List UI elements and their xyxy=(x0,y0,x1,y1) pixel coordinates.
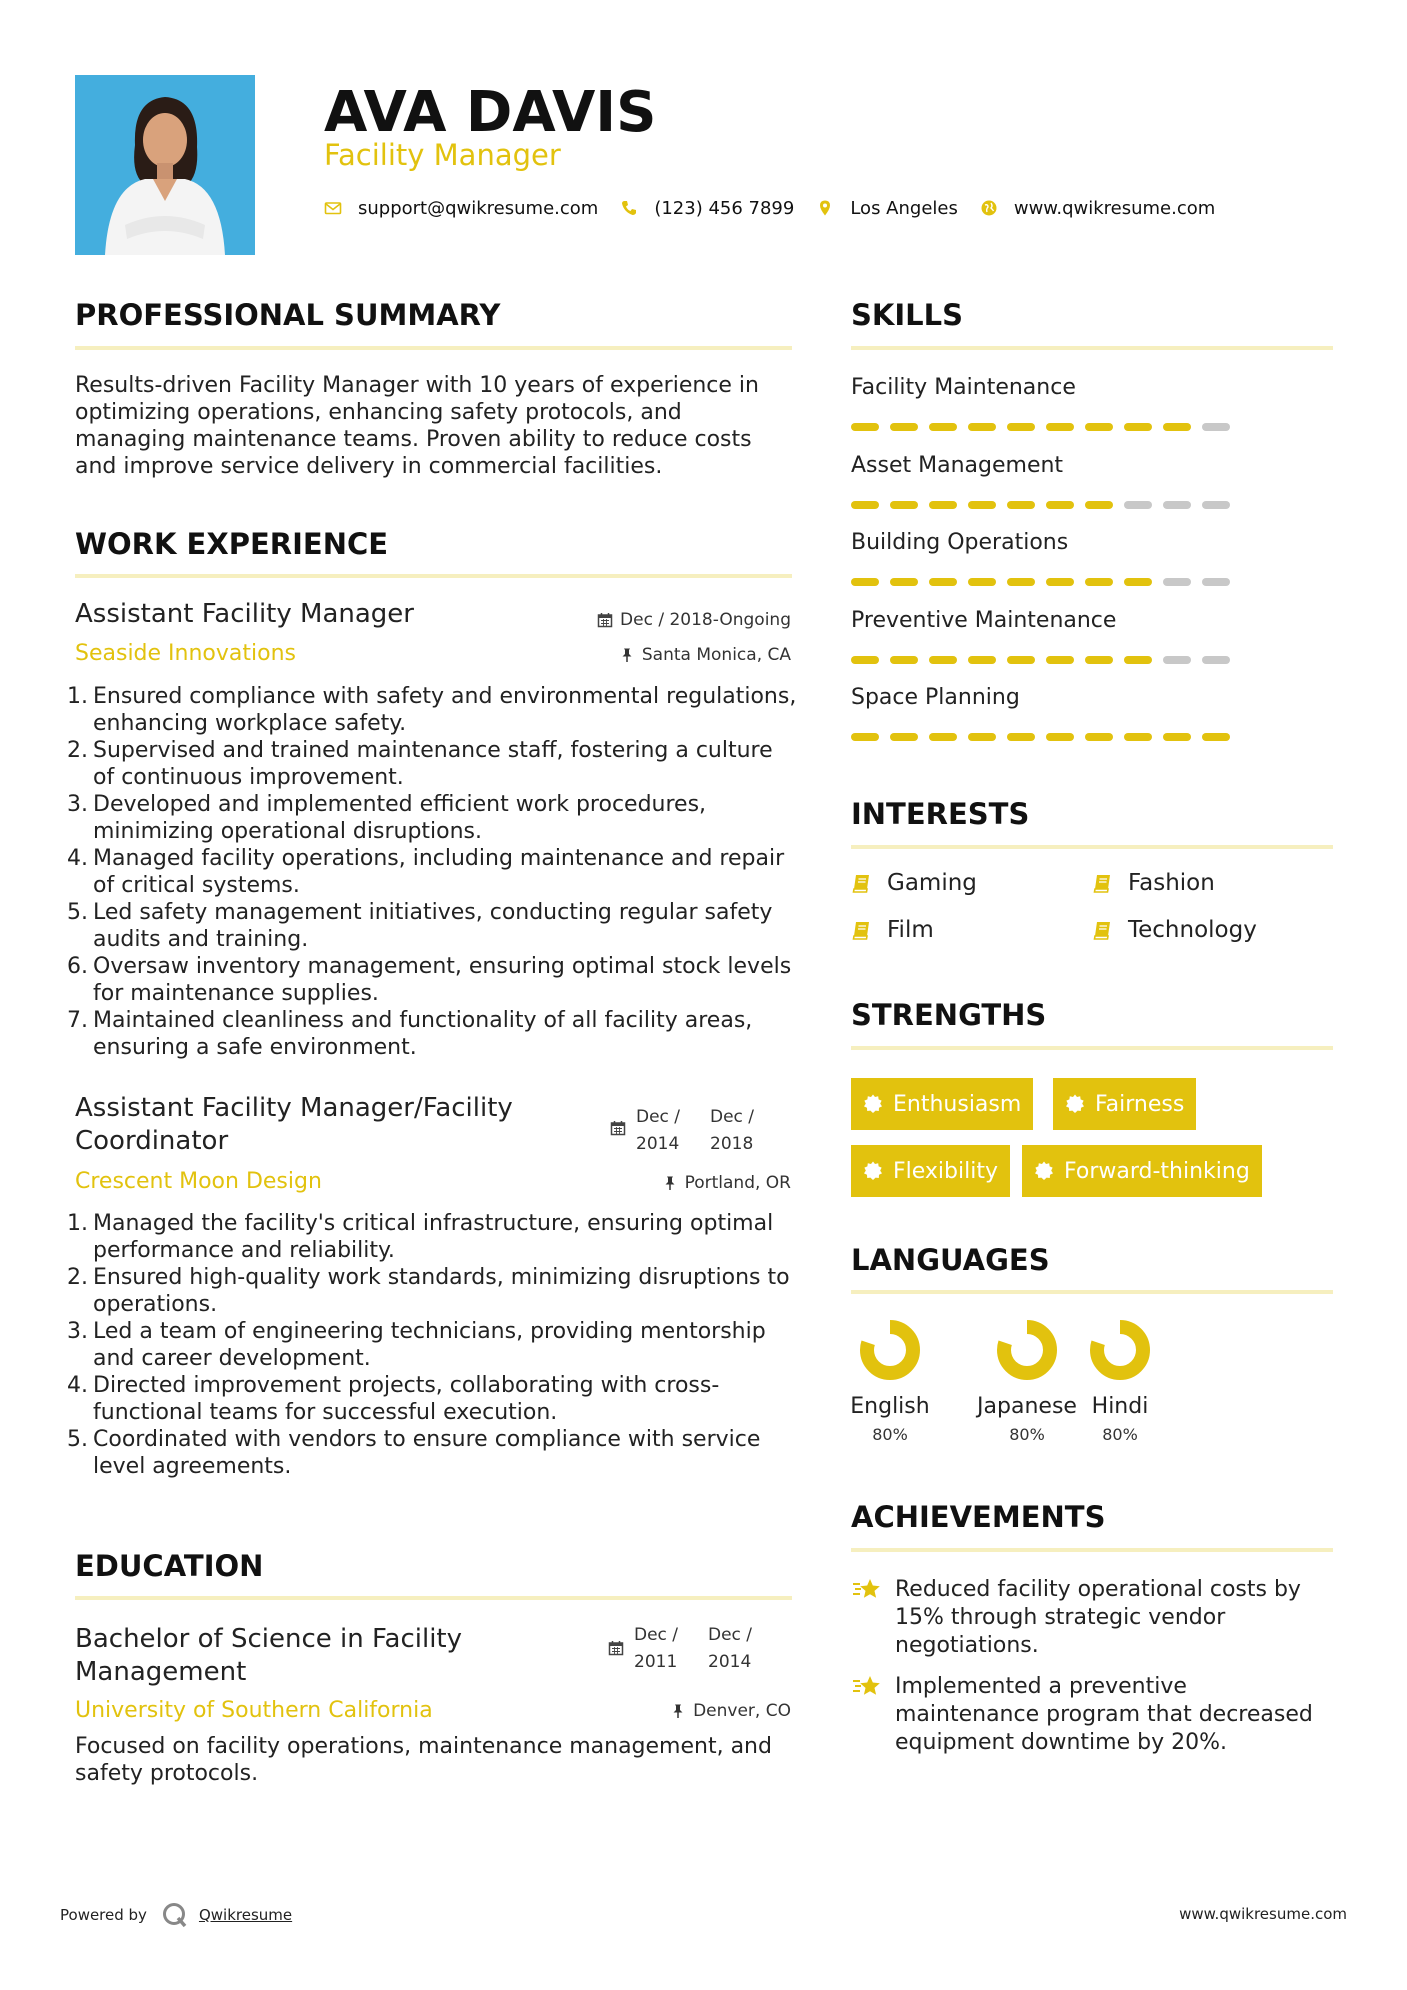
skill-level-dash-filled xyxy=(968,733,996,741)
skill-level-dash-filled xyxy=(1124,656,1152,664)
book-icon xyxy=(1092,919,1114,941)
achievement-item: Reduced facility operational costs by 15% through strategic vendor negotiations. xyxy=(851,1576,1333,1660)
skill-level-dash-empty xyxy=(1163,501,1191,509)
languages-heading: LANGUAGES xyxy=(851,1243,1050,1277)
skill-level-dash-filled xyxy=(1202,733,1230,741)
job-location xyxy=(619,645,791,665)
skill-level-dash-filled xyxy=(1085,656,1113,664)
end-month: Dec / xyxy=(708,1625,753,1645)
language-level-ring xyxy=(995,1318,1059,1382)
skill-level-dash-filled xyxy=(890,578,918,586)
pushpin-icon xyxy=(662,1175,678,1191)
skill-level-dash-filled xyxy=(851,423,879,431)
language-level-ring xyxy=(858,1318,922,1382)
job-location xyxy=(662,1173,791,1193)
education-description: Focused on facility operations, maintenance management, and safety protocols. xyxy=(75,1734,772,1786)
contact-website-text: www.qwikresume.com xyxy=(1013,197,1216,219)
skill-level-dash-filled xyxy=(1124,578,1152,586)
skill-level-meter xyxy=(851,501,1331,509)
badge-icon xyxy=(863,1161,883,1181)
skill-level-dash-filled xyxy=(1085,578,1113,586)
contact-location xyxy=(816,198,958,219)
skill-level-dash-empty xyxy=(1163,656,1191,664)
language-percent: 80% xyxy=(872,1425,908,1444)
start-month: Dec / xyxy=(634,1625,679,1645)
job-dates xyxy=(597,610,791,630)
list-item: 1. Ensured compliance with safety and environmental regulations, enhancing workplace safety. xyxy=(67,684,797,736)
skill-level-dash-empty xyxy=(1202,578,1230,586)
skill-level-meter xyxy=(851,656,1331,664)
skill-level-meter xyxy=(851,733,1331,741)
skill-level-dash-filled xyxy=(1007,423,1035,431)
skill-level-dash-filled xyxy=(851,656,879,664)
education-divider xyxy=(75,1596,792,1600)
skill-level-dash-filled xyxy=(1046,733,1074,741)
skill-name: Preventive Maintenance xyxy=(851,607,1117,633)
job-dates-text: Dec / 2018-Ongoing xyxy=(620,610,791,630)
education-heading: EDUCATION xyxy=(75,1549,264,1583)
map-pin-icon xyxy=(816,199,834,217)
candidate-name: AVA DAVIS xyxy=(324,80,657,145)
strength-chip: Enthusiasm xyxy=(851,1078,1033,1130)
list-item: 6. Oversaw inventory management, ensuring optimal stock levels for maintenance supplies. xyxy=(67,954,792,1006)
language-level-arc xyxy=(1004,1327,1050,1373)
start-date xyxy=(636,1104,696,1158)
language-level-arc xyxy=(1097,1327,1143,1373)
job-location-text: Portland, OR xyxy=(684,1173,791,1193)
globe-icon xyxy=(980,199,998,217)
skill-level-dash-filled xyxy=(890,733,918,741)
strength-chip: Forward-thinking xyxy=(1022,1145,1262,1197)
job-title: Assistant Facility Manager/Facility Coordinator xyxy=(75,1093,513,1156)
skill-level-dash-filled xyxy=(890,423,918,431)
skill-level-dash-filled xyxy=(929,501,957,509)
book-icon xyxy=(851,919,873,941)
list-item: 3. Led a team of engineering technicians, providing mentorship and career development. xyxy=(67,1319,766,1371)
language-level-ring xyxy=(1088,1318,1152,1382)
profile-photo-illustration xyxy=(75,75,255,255)
star-icon xyxy=(851,1576,883,1604)
list-item: 3. Developed and implemented efficient work procedures, minimizing operational disruptions. xyxy=(67,792,707,844)
skill-level-dash-filled xyxy=(1046,423,1074,431)
phone-icon xyxy=(620,199,638,217)
end-date xyxy=(708,1622,788,1676)
skill-item xyxy=(851,530,1331,608)
school-location-text: Denver, CO xyxy=(693,1701,791,1721)
skill-level-dash-filled xyxy=(1085,733,1113,741)
calendar-icon xyxy=(597,612,613,628)
skill-level-dash-filled xyxy=(1046,578,1074,586)
experience-divider xyxy=(75,574,792,578)
interest-item: Technology xyxy=(1092,917,1257,943)
skill-item xyxy=(851,608,1331,686)
pushpin-icon xyxy=(619,647,635,663)
skill-level-dash-empty xyxy=(1202,423,1230,431)
achievement-item: Implemented a preventive maintenance program that decreased equipment downtime by 20%. xyxy=(851,1673,1333,1757)
achievements-heading: ACHIEVEMENTS xyxy=(851,1500,1106,1534)
skill-level-dash-filled xyxy=(1085,501,1113,509)
language-item xyxy=(1080,1318,1160,1444)
list-item: 4. Managed facility operations, including maintenance and repair of critical systems. xyxy=(67,846,785,898)
profile-photo xyxy=(75,75,255,255)
start-year: 2014 xyxy=(636,1134,680,1154)
experience-heading: WORK EXPERIENCE xyxy=(75,527,389,561)
skill-item xyxy=(851,685,1331,763)
language-name: English xyxy=(850,1394,930,1419)
skills-divider xyxy=(851,346,1333,350)
skill-level-meter xyxy=(851,423,1331,431)
company-name: Seaside Innovations xyxy=(75,641,296,666)
skill-level-meter xyxy=(851,578,1331,586)
skill-level-dash-empty xyxy=(1202,501,1230,509)
list-item: 2. Supervised and trained maintenance staff, fostering a culture of continuous improvement. xyxy=(67,738,773,790)
language-name: Hindi xyxy=(1091,1394,1149,1419)
skill-item xyxy=(851,453,1331,531)
qwikresume-link[interactable]: Qwikresume xyxy=(198,1906,293,1924)
skill-level-dash-filled xyxy=(1085,423,1113,431)
contact-email[interactable] xyxy=(324,198,598,219)
skill-name: Space Planning xyxy=(851,685,1020,710)
skill-level-dash-filled xyxy=(968,501,996,509)
skill-level-dash-filled xyxy=(1007,578,1035,586)
skill-level-dash-empty xyxy=(1202,656,1230,664)
footer-website[interactable]: www.qwikresume.com xyxy=(1179,1905,1347,1923)
pushpin-icon xyxy=(670,1703,686,1719)
list-item: 2. Ensured high-quality work standards, minimizing disruptions to operations. xyxy=(67,1265,790,1317)
skill-level-dash-filled xyxy=(968,656,996,664)
badge-icon xyxy=(863,1094,883,1114)
skill-level-dash-filled xyxy=(851,578,879,586)
list-item: 4. Directed improvement projects, collaborating with cross-functional teams for successful execution. xyxy=(67,1373,720,1425)
list-item: 1. Managed the facility's critical infrastructure, ensuring optimal performance and reliability. xyxy=(67,1211,774,1263)
book-icon xyxy=(1092,872,1114,894)
calendar-icon-wrap xyxy=(610,1120,626,1140)
skill-level-dash-filled xyxy=(929,578,957,586)
calendar-icon-wrap xyxy=(608,1640,624,1660)
contact-email-text: support@qwikresume.com xyxy=(358,197,599,219)
skill-level-dash-filled xyxy=(929,733,957,741)
badge-icon xyxy=(1065,1094,1085,1114)
skill-level-dash-filled xyxy=(1007,733,1035,741)
summary-divider xyxy=(75,346,792,350)
skills-heading: SKILLS xyxy=(851,298,963,332)
skill-level-dash-filled xyxy=(929,423,957,431)
language-item xyxy=(967,1318,1087,1444)
powered-by xyxy=(60,1901,292,1929)
envelope-icon xyxy=(324,199,342,217)
skill-level-dash-filled xyxy=(1007,656,1035,664)
skill-name: Building Operations xyxy=(851,530,1069,555)
start-month: Dec / xyxy=(636,1107,681,1127)
job-location-text: Santa Monica, CA xyxy=(641,645,791,665)
language-level-arc xyxy=(867,1327,913,1373)
language-name: Japanese xyxy=(977,1394,1077,1419)
skill-level-dash-filled xyxy=(968,578,996,586)
school-location xyxy=(670,1701,791,1721)
language-item xyxy=(845,1318,935,1444)
contact-website[interactable] xyxy=(980,198,1215,219)
skill-level-dash-empty xyxy=(1124,501,1152,509)
strength-chip: Flexibility xyxy=(851,1145,1010,1197)
skill-level-dash-filled xyxy=(1163,423,1191,431)
skill-level-dash-filled xyxy=(1124,423,1152,431)
start-date xyxy=(634,1622,694,1676)
job-duties-list xyxy=(67,1210,800,1480)
language-percent: 80% xyxy=(1102,1425,1138,1444)
candidate-title: Facility Manager xyxy=(324,138,561,172)
skill-name: Asset Management xyxy=(851,452,1064,478)
job-title: Assistant Facility Manager xyxy=(75,599,414,629)
calendar-icon xyxy=(610,1120,626,1136)
contact-row xyxy=(324,196,1215,220)
skill-item xyxy=(851,375,1331,453)
skill-level-dash-empty xyxy=(1163,578,1191,586)
strengths-divider xyxy=(851,1046,1333,1050)
company-name: Crescent Moon Design xyxy=(75,1169,322,1194)
skill-level-dash-filled xyxy=(890,501,918,509)
interests-heading: INTERESTS xyxy=(851,797,1030,831)
book-icon xyxy=(851,872,873,894)
qwikresume-logo-icon xyxy=(161,1901,189,1929)
languages-divider xyxy=(851,1290,1333,1294)
star-icon xyxy=(851,1673,883,1701)
badge-icon xyxy=(1034,1161,1054,1181)
skill-level-dash-filled xyxy=(851,733,879,741)
skill-level-dash-filled xyxy=(968,423,996,431)
summary-heading: PROFESSIONAL SUMMARY xyxy=(75,298,501,332)
job-duties-list xyxy=(67,683,800,1061)
degree-title: Bachelor of Science in Facility Management xyxy=(75,1624,463,1687)
end-year: 2018 xyxy=(710,1134,754,1154)
end-date xyxy=(710,1104,790,1158)
powered-by-label: Powered by xyxy=(60,1906,147,1924)
start-year: 2011 xyxy=(634,1652,678,1672)
list-item: 5. Led safety management initiatives, conducting regular safety audits and training. xyxy=(67,900,773,952)
school-name: University of Southern California xyxy=(75,1698,433,1723)
achievements-divider xyxy=(851,1548,1333,1552)
list-item: 7. Maintained cleanliness and functionality of all facility areas, ensuring a safe environment. xyxy=(67,1008,753,1060)
strengths-heading: STRENGTHS xyxy=(851,998,1047,1032)
contact-location-text: Los Angeles xyxy=(850,197,958,219)
interests-divider xyxy=(851,845,1333,849)
interest-item: Gaming xyxy=(851,870,977,896)
strength-chip: Fairness xyxy=(1053,1078,1196,1130)
skill-level-dash-filled xyxy=(929,656,957,664)
skill-level-dash-filled xyxy=(890,656,918,664)
interest-item: Film xyxy=(851,917,934,943)
end-month: Dec / xyxy=(710,1107,755,1127)
skill-level-dash-filled xyxy=(1046,656,1074,664)
contact-phone-text: (123) 456 7899 xyxy=(654,197,795,219)
skill-name: Facility Maintenance xyxy=(851,375,1076,400)
language-percent: 80% xyxy=(1009,1425,1045,1444)
list-item: 5. Coordinated with vendors to ensure compliance with service level agreements. xyxy=(67,1427,761,1479)
skill-level-dash-filled xyxy=(1007,501,1035,509)
skill-level-dash-filled xyxy=(851,501,879,509)
summary-text: Results-driven Facility Manager with 10 years of experience in optimizing operations, enhancing safety protocols, and managing maintenance teams. Proven ability to reduce costs and improve service delivery in commercial facilities. xyxy=(75,373,759,479)
skills-list xyxy=(851,375,1331,763)
contact-phone[interactable] xyxy=(620,198,794,219)
skill-level-dash-filled xyxy=(1163,733,1191,741)
end-year: 2014 xyxy=(708,1652,752,1672)
skill-level-dash-filled xyxy=(1046,501,1074,509)
interest-item: Fashion xyxy=(1092,870,1215,896)
calendar-icon xyxy=(608,1640,624,1656)
skill-level-dash-filled xyxy=(1124,733,1152,741)
